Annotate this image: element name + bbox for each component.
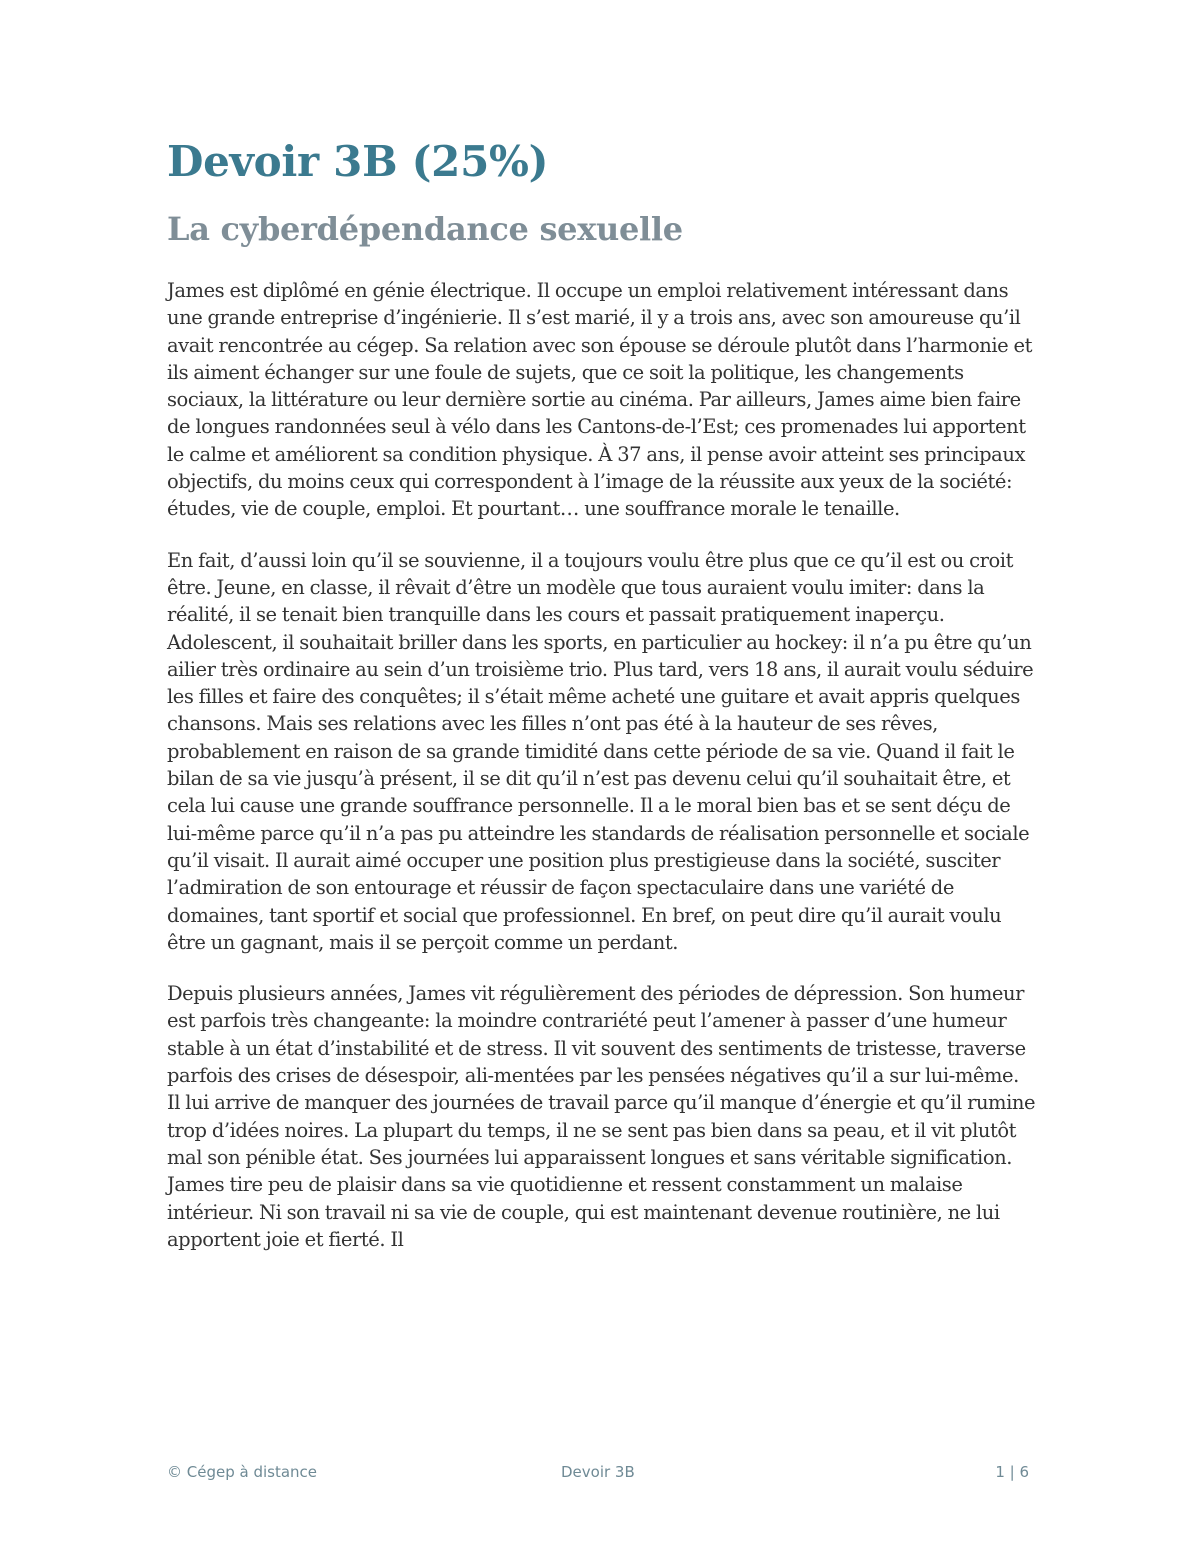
footer-page-number: 1 | 6 [995, 1463, 1029, 1481]
footer-copyright: © Cégep à distance [167, 1463, 318, 1481]
body-text [167, 277, 1037, 1253]
paragraph-3: Depuis plusieurs années, James vit régulièrement des périodes de dépression. Son humeur est parfois très changeante: la moindre contrariété peut l’amener à passer d’une humeur stable à un état d’instabilité et de stress. Il vit souvent des sentiments de tristesse, traverse parfois des crises de désespoir, ali-mentées par les pensées négatives qu’il a sur lui-même. Il lui arrive de manquer des journées de travail parce qu’il manque d’énergie et qu’il rumine trop d’idées noires. La plupart du temps, il ne se sent pas bien dans sa peau, et il vit plutôt mal son pénible état. Ses journées lui apparaissent longues et sans véritable signification. James tire peu de plaisir dans sa vie quotidienne et ressent constamment un malaise intérieur. Ni son travail ni sa vie de couple, qui est maintenant devenue routinière, ne lui apportent joie et fierté. Il [167, 982, 1036, 1251]
page-content [167, 132, 1037, 1277]
footer-document-name: Devoir 3B [561, 1463, 635, 1481]
paragraph-2: En fait, d’aussi loin qu’il se souvienne, il a toujours voulu être plus que ce qu’il est ou croit être. Jeune, en classe, il rêvait d’être un modèle que tous auraient voulu imiter: dans la réalité, il se tenait bien tranquille dans les cours et passait pratiquement inaperçu. Adolescent, il souhaitait briller dans les sports, en particulier au hockey: il n’a pu être qu’un ailier très ordinaire au sein d’un troisième trio. Plus tard, vers 18 ans, il aurait voulu séduire les filles et faire des conquêtes; il s’était même acheté une guitare et avait appris quelques chansons. Mais ses relations avec les filles n’ont pas été à la hauteur de ses rêves, probablement en raison de sa grande timidité dans cette période de sa vie. Quand il fait le bilan de sa vie jusqu’à présent, il se dit qu’il n’est pas devenu celui qu’il souhaitait être, et cela lui cause une grande souffrance personnelle. Il a le moral bien bas et se sent déçu de lui-même parce qu’il n’a pas pu atteindre les standards de réalisation personnelle et sociale qu’il visait. Il aurait aimé occuper une position plus prestigieuse dans la société, susciter l’admiration de son entourage et réussir de façon spectaculaire dans une variété de domaines, tant sportif et social que professionnel. En bref, on peut dire qu’il aurait voulu être un gagnant, mais il se perçoit comme un perdant. [167, 548, 1034, 954]
page-footer [167, 1461, 1029, 1483]
page-subtitle: La cyberdépendance sexuelle [167, 210, 683, 248]
page-title: Devoir 3B (25%) [167, 137, 549, 186]
paragraph-1: James est diplômé en génie électrique. Il occupe un emploi relativement intéressant dans une grande entreprise d’ingénierie. Il s’est marié, il y a trois ans, avec son amoureuse qu’il avait rencontrée au cégep. Sa relation avec son épouse se déroule plutôt dans l’harmonie et ils aiment échanger sur une foule de sujets, que ce soit la politique, les changements sociaux, la littérature ou leur dernière sortie au cinéma. Par ailleurs, James aime bien faire de longues randonnées seul à vélo dans les Cantons-de-l’Est; ces promenades lui apportent le calme et améliorent sa condition physique. À 37 ans, il pense avoir atteint ses principaux objectifs, du moins ceux qui correspondent à l’image de la réussite aux yeux de la société: études, vie de couple, emploi. Et pourtant… une souffrance morale le tenaille. [167, 279, 1032, 521]
